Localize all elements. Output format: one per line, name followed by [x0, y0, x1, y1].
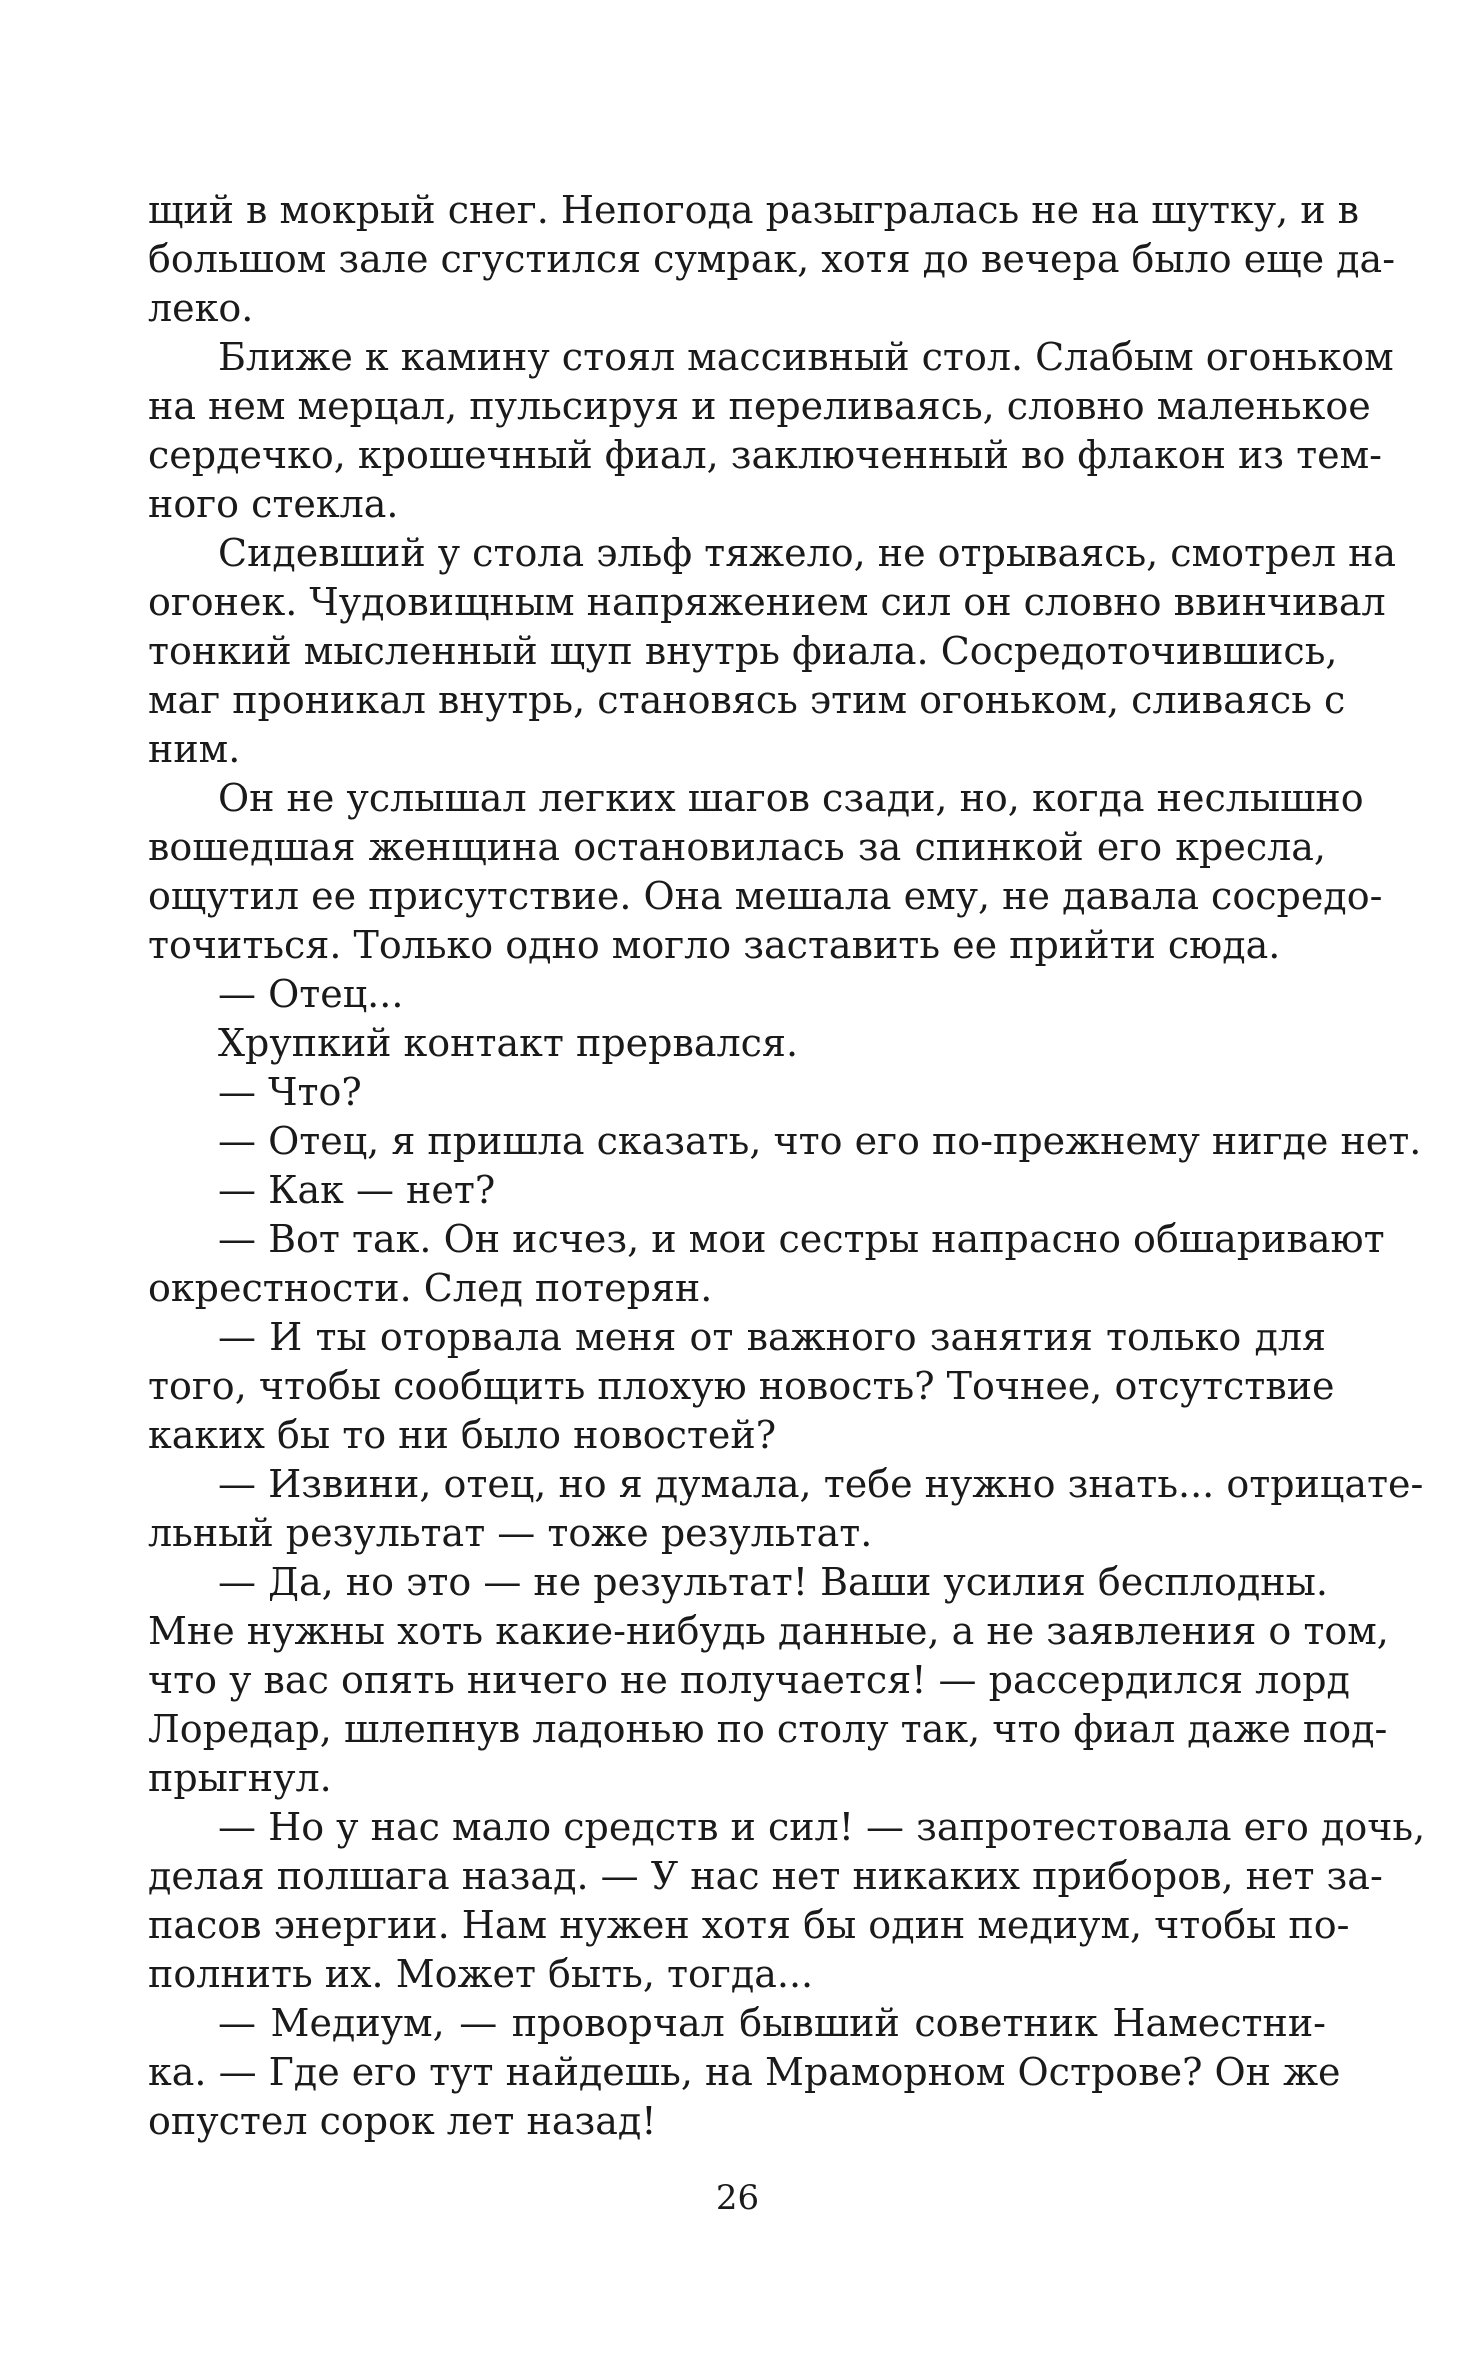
text-line: делая полшага назад. — У нас нет никаких приборов, нет за-: [148, 1854, 1383, 1898]
text-line: большом зале сгустился сумрак, хотя до вечера было еще да-: [148, 237, 1396, 281]
text-line: — И ты оторвала меня от важного занятия только для: [218, 1315, 1326, 1359]
text-line: Сидевший у стола эльф тяжело, не отрываясь, смотрел на: [218, 531, 1397, 575]
text-line: огонек. Чудовищным напряжением сил он словно ввинчивал: [148, 580, 1386, 624]
text-line: что у вас опять ничего не получается! — рассердился лорд: [148, 1658, 1350, 1702]
text-line: — Вот так. Он исчез, и мои сестры напрасно обшаривают: [218, 1217, 1385, 1261]
text-line: — Как — нет?: [218, 1168, 496, 1212]
text-line: ка. — Где его тут найдешь, на Мраморном Острове? Он же: [148, 2050, 1341, 2094]
text-line: сердечко, крошечный фиал, заключенный во флакон из тем-: [148, 433, 1383, 477]
text-line: прыгнул.: [148, 1756, 332, 1800]
text-line: Мне нужны хоть какие-нибудь данные, а не заявления о том,: [148, 1609, 1389, 1653]
text-line: пасов энергии. Нам нужен хотя бы один медиум, чтобы по-: [148, 1903, 1350, 1947]
text-line: тонкий мысленный щуп внутрь фиала. Сосредоточившись,: [148, 629, 1338, 673]
text-line: того, чтобы сообщить плохую новость? Точнее, отсутствие: [148, 1364, 1335, 1408]
text-line: опустел сорок лет назад!: [148, 2099, 657, 2143]
text-line: каких бы то ни было новостей?: [148, 1413, 777, 1457]
text-line: вошедшая женщина остановилась за спинкой его кресла,: [148, 825, 1326, 869]
text-line: Ближе к камину стоял массивный стол. Слабым огоньком: [218, 335, 1394, 379]
text-line: — Извини, отец, но я думала, тебе нужно знать... отрицате-: [218, 1462, 1424, 1506]
body-text: [148, 186, 1426, 2146]
text-line: ного стекла.: [148, 482, 399, 526]
text-line: леко.: [148, 286, 254, 330]
text-line: — Что?: [218, 1070, 362, 1114]
text-line: маг проникал внутрь, становясь этим огоньком, сливаясь с: [148, 678, 1346, 722]
text-line: ощутил ее присутствие. Она мешала ему, не давала сосредо-: [148, 874, 1383, 918]
text-line: — Отец...: [218, 972, 404, 1016]
text-line: точиться. Только одно могло заставить ее прийти сюда.: [148, 923, 1281, 967]
text-line: окрестности. След потерян.: [148, 1266, 713, 1310]
text-line: льный результат — тоже результат.: [148, 1511, 873, 1555]
text-line: щий в мокрый снег. Непогода разыгралась не на шутку, и в: [148, 188, 1360, 232]
text-line: — Медиум, — проворчал бывший советник Наместни-: [218, 2001, 1326, 2045]
text-line: — Да, но это — не результат! Ваши усилия бесплодны.: [218, 1560, 1328, 1604]
text-line: Лоредар, шлепнув ладонью по столу так, что фиал даже под-: [148, 1707, 1388, 1751]
page-number: 26: [715, 2178, 760, 2218]
text-line: Он не услышал легких шагов сзади, но, когда неслышно: [218, 776, 1364, 820]
text-line: полнить их. Может быть, тогда...: [148, 1952, 814, 1996]
text-line: ним.: [148, 727, 241, 771]
text-line: на нем мерцал, пульсируя и переливаясь, словно маленькое: [148, 384, 1371, 428]
text-line: — Но у нас мало средств и сил! — запротестовала его дочь,: [218, 1805, 1426, 1849]
text-line: — Отец, я пришла сказать, что его по-прежнему нигде нет.: [218, 1119, 1422, 1163]
text-line: Хрупкий контакт прервался.: [218, 1021, 799, 1065]
